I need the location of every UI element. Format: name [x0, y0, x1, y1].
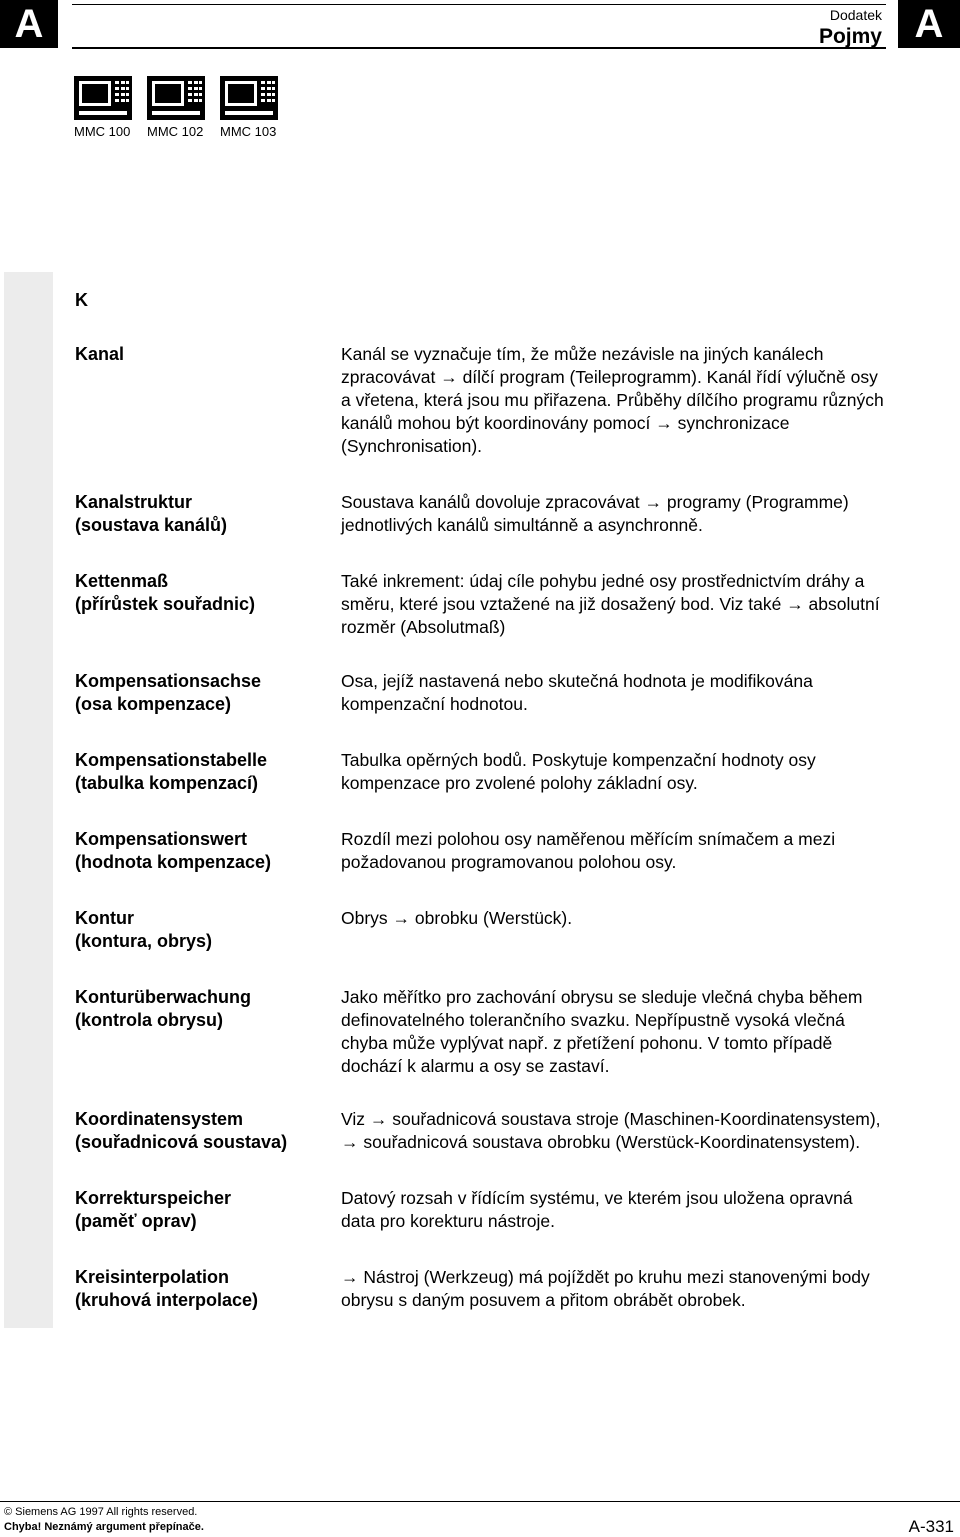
- term-german: Kompensationswert: [75, 829, 248, 849]
- glossary-definition: Obrys → obrobku (Werstück).: [341, 908, 573, 928]
- page-number: A-331: [908, 1517, 954, 1536]
- section-letter: K: [75, 290, 88, 310]
- mmc-item: [147, 76, 220, 139]
- mmc-panel-icon: [74, 76, 132, 120]
- term-czech: (hodnota kompenzace): [75, 852, 272, 872]
- glossary-definition: Také inkrement: údaj cíle pohybu jedné osy prostřednictvím dráhy a směru, které jsou vztažené na již dosažený bod. Viz také → absolutní rozměr (Absolutmaß): [341, 571, 880, 637]
- footer-divider: [0, 1501, 960, 1502]
- header-subtitle: Dodatek: [829, 7, 882, 23]
- corner-tab-left: A: [0, 0, 58, 48]
- mmc-panel-icon: [147, 76, 205, 120]
- header-title: Pojmy: [818, 25, 882, 48]
- glossary-term: [75, 1266, 330, 1312]
- term-czech: (osa kompenzace): [75, 694, 232, 714]
- glossary-definition: Kanál se vyznačuje tím, že může nezávisle na jiných kanálech zpracovávat → dílčí program (Teileprogramm). Kanál řídí výlučně osy a vřetena, která jsou mu přiřazena. Průběhy dílčího programu různých kanálů mohou být koordinovány pomocí → synchronizace (Synchronisation).: [341, 344, 884, 456]
- footer-error-text: Chyba! Neznámý argument přepínače.: [4, 1521, 204, 1533]
- mmc-applicability: [74, 76, 293, 139]
- glossary-term: [75, 986, 330, 1032]
- term-czech: (kruhová interpolace): [75, 1290, 259, 1310]
- term-german: Kanal: [75, 344, 125, 364]
- margin-bar: [4, 272, 53, 1328]
- glossary-term: [75, 491, 330, 537]
- glossary-definition: Viz → souřadnicová soustava stroje (Maschinen-Koordinatensystem), → souřadnicová soustava obrobku (Werstück-Koordinatensystem).: [341, 1109, 881, 1152]
- term-german: Kompensationstabelle: [75, 750, 268, 770]
- mmc-item: [74, 76, 147, 139]
- glossary-term: [75, 1187, 330, 1233]
- corner-tab-right: A: [898, 0, 960, 48]
- term-german: Kanalstruktur: [75, 492, 193, 512]
- glossary-term: [75, 570, 330, 616]
- term-czech: (kontrola obrysu): [75, 1010, 224, 1030]
- mmc-item: [220, 76, 293, 139]
- glossary-definition: Datový rozsah v řídícím systému, ve kterém jsou uložena opravná data pro korekturu nástroje.: [341, 1188, 853, 1231]
- term-german: Kontur: [75, 908, 134, 928]
- term-czech: (přírůstek souřadnic): [75, 594, 256, 614]
- glossary-definition: Tabulka opěrných bodů. Poskytuje kompenzační hodnoty osy kompenzace pro zvolené polohy základní osy.: [341, 750, 816, 793]
- glossary-term: [75, 828, 330, 874]
- glossary-definition: → Nástroj (Werkzeug) má pojíždět po kruhu mezi stanovenými body obrysu s daným posuvem a přitom obrábět obrobek.: [341, 1267, 870, 1310]
- glossary-definition: Soustava kanálů dovoluje zpracovávat → programy (Programme) jednotlivých kanálů simultánně a asynchronně.: [341, 492, 849, 535]
- term-german: Koordinatensystem: [75, 1109, 244, 1129]
- footer-copyright: © Siemens AG 1997 All rights reserved.: [4, 1506, 198, 1518]
- term-czech: (tabulka kompenzací): [75, 773, 259, 793]
- mmc-label: MMC 103: [220, 124, 277, 139]
- page-header: [72, 4, 886, 49]
- glossary-term: [75, 670, 330, 716]
- term-czech: (soustava kanálů): [75, 515, 228, 535]
- glossary-term: [75, 343, 330, 366]
- term-german: Kompensationsachse: [75, 671, 262, 691]
- mmc-label: MMC 100: [74, 124, 131, 139]
- glossary-definition: Rozdíl mezi polohou osy naměřenou měřícím snímačem a mezi požadovanou programovanou polohou osy.: [341, 829, 836, 872]
- mmc-label: MMC 102: [147, 124, 204, 139]
- term-german: Kettenmaß: [75, 571, 169, 591]
- term-german: Konturüberwachung: [75, 987, 251, 1007]
- glossary-term: [75, 749, 330, 795]
- term-german: Korrekturspeicher: [75, 1188, 232, 1208]
- glossary-definition: Osa, jejíž nastavená nebo skutečná hodnota je modifikována kompenzační hodnotou.: [341, 671, 813, 714]
- term-czech: (souřadnicová soustava): [75, 1132, 288, 1152]
- term-czech: (paměť oprav): [75, 1211, 197, 1231]
- term-czech: (kontura, obrys): [75, 931, 213, 951]
- glossary-term: [75, 907, 330, 953]
- glossary-definition: Jako měřítko pro zachování obrysu se sleduje vlečná chyba během definovatelného tolerančního svazku. Nepřípustně vysoká vlečná chyba může vyplývat např. z přetížení pohonu. V tomto případě dochází k alarmu a osy se zastaví.: [341, 987, 863, 1076]
- glossary-term: [75, 1108, 330, 1154]
- mmc-panel-icon: [220, 76, 278, 120]
- term-german: Kreisinterpolation: [75, 1267, 230, 1287]
